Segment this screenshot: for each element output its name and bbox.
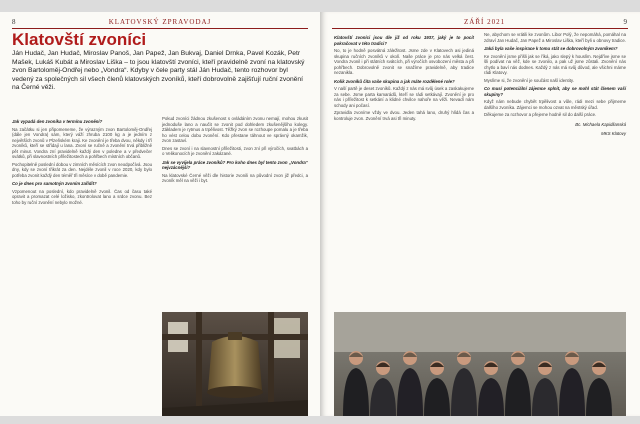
magazine-title: KLATOVSKÝ ZPRAVODAJ	[108, 18, 212, 26]
article-paragraph: No, to je hodně posvátná záležitost. Jsme zde v Klatovech asi jediná skupina ručních zvoníků v okolí. Naše práce je pro nás velká čest. Vondra zvonil i při státních svátcích, při výročích osvobození města a při pohřbech. Dobrovolně zvonit se snažíme pravidelně, aby tradice nezanikla.	[334, 48, 474, 75]
article-paragraph: Na klatovské Černé věži dle historie zvonili na původní zvon již předci, a zvoník měl na věži i byt.	[162, 172, 308, 183]
issue-date: ZÁŘÍ 2021	[464, 18, 506, 26]
page-header	[332, 18, 628, 29]
article-paragraph: Ne, abychom se vrátili ke zvonům. Libor Polý, že nepomáhá, pomáhal na zdraví Jan Hudač, Jan Papež a Miroslav Liška, kteří byli u obnovy tradice.	[484, 32, 626, 43]
author-organization: MKS Klatovy	[601, 131, 626, 136]
article-paragraph: V naší partě je deset zvoníků. Každý z nás má svůj úsek a zaskakujeme za sebe. Jsme parta kamarádů, kteří se rádi setkávají. Zvonění je pro nás i příležitost k setkání a klidné chvilce nahoře na věži. Nevadí nám schody ani počasí.	[334, 86, 474, 108]
article-paragraph: Na začátku si jen připomeneme, že výrazným zvon Bartoloměj-Ondřej (dále jen Vondra) sám, který váží zhruba 2100 kg a je jedním z největších zvonů v Plzeňském kraji. Ke zvonění je třeba dvou, někdy i tří zvoníků, kteří se střídají u lana. Zvoní se ručně a zvonění trvá přibližně pět minut. Vondra zní pravidelně každý den v poledne a v předvečer svátků, při slavnostních příležitostech a pohřbech místních občanů.	[12, 126, 152, 159]
page-header	[12, 18, 308, 29]
bell-photo-illustration	[162, 312, 308, 416]
article-title: Klatovští zvoníci	[12, 30, 147, 49]
bell-tower-photo	[162, 312, 308, 416]
text-column	[162, 116, 308, 186]
text-column	[12, 116, 152, 207]
right-page	[320, 12, 640, 416]
article-paragraph: Myslíme si, že zvonění je součást naší identity.	[484, 77, 574, 83]
author-signature: Bc. Michaela Kapidlianská	[575, 121, 626, 127]
article-paragraph: Pokud zvoníci žádnou zkušenost s ovládáním zvonu nemají, mohou zkusit jednoduše lano a naučit se zvonit pod dohledem zkušenějšího kolegy. Základem je rytmus a trpělivost. Těžký zvon se rozhoupe pomalu a je třeba ho vést celou dobu zvonění. Kdo přestane táhnout ve správný okamžik, zvon zastaví.	[162, 116, 308, 143]
article-paragraph: Když nám nebude chybět trpělivost a vůle, rádi mezi sebe přijmeme dalšího zvoníka. Zájemci se mohou ozvat na městský úřad.	[484, 99, 626, 110]
article-paragraph: Pochopitelně poslední dobou v zimních měsících zvon neodpočívá. Jsou dny, kdy se zvoní třikrát za den. Nejdéle zvonil v roce 2020, kdy bylo potřeba zvonit každý den téměř tři měsíce v době pandemie.	[12, 161, 152, 178]
interview-question: Jak se vyvíjela práce zvoníků? Pro koho dnes byl tento zvon „Vondra“ nejvzácnější?	[162, 159, 308, 170]
interview-question: Kolik zvoníků číta vaše skupina a jak máte rozdělené role?	[334, 78, 455, 84]
interview-question: Jaká byla vaše inspirace k tomu stát se dobrovolným zvoníkem?	[484, 46, 618, 51]
interview-question: Co je dnes pro samotnýn zvoním zařídit?	[12, 181, 97, 186]
interview-question: Co musí potenciální zájemce splnit, aby se mohl stát členem vaší skupiny?	[484, 86, 626, 97]
page-number: 9	[623, 18, 628, 26]
text-column	[334, 32, 474, 123]
interview-question: Jak vypadá den zvoníka v termínu zvonění?	[12, 119, 103, 124]
article-paragraph: Vzpomenout na poslední, kdo pravidelně zvonil. Čas od času také opravit a promazat celé ložisko, zkontrolovat lano a srdce zvonu. Bez toho by ruční zvonění nebylo možné.	[12, 188, 152, 205]
interview-question: Klatovští zvoníci jsou dle již od roku 1937, jaký je to pocit pokračovat v této tradici?	[334, 35, 474, 46]
text-column	[484, 32, 626, 139]
article-lead: Ján Hudač, Jan Hudač, Miroslav Panoš, Jan Papež, Jan Bukvaj, Daniel Drnka, Pavel Kozák, Petr Mašek, Lukáš Kubát a Miroslav Liška – to jsou klatovští zvoníci, kteří pravidelně zvoní na klatovský zvon Bartoloměj-Ondřej nebo „Vondra“. Kdyby v čele party stál Ján Hudač, tento rozhovor byl vedený za společných sil všech členů klatovských zvoníků, kteří dobrovolně zajišťují ruční zvonění na Černé věži.	[12, 50, 305, 92]
left-page	[0, 12, 320, 416]
article-paragraph: Zpravidla zvoníme vždy ve dvou. Jeden tahá lano, druhý hlídá čas a kontroluje zvon. Zvonění trvá asi tři minuty.	[334, 110, 474, 121]
bell-ringers-group-photo	[334, 312, 626, 416]
page-number: 8	[12, 18, 17, 26]
article-paragraph: Ke zvonění jsme přišli jak se říká, jako slepý k houslím. Nejdříve jsme se šli podívat na věž, kde se zvonilo, a pak už jsme zůstali. Zvonění nás chytlo a baví nás dodnes. Každý z nás má svůj důvod, ale všichni máme rádi Klatovy.	[484, 53, 626, 75]
article-paragraph: Děkujeme za rozhovor a přejeme hodně sil do další práce.	[484, 112, 597, 117]
article-paragraph: Dnes se zvoní i na slavnostní příležitosti, zvon zní při výročích, svatbách a o Velikonocích je zvonění zakázané.	[162, 145, 308, 156]
group-photo-illustration	[334, 312, 626, 416]
